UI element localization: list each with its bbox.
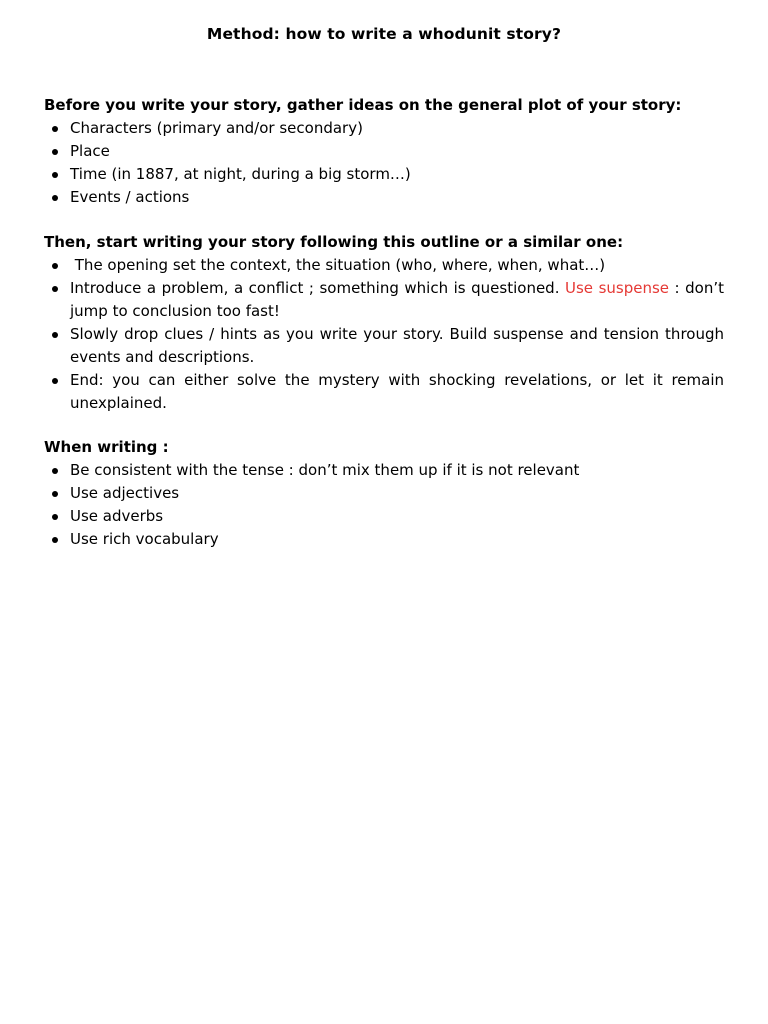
section-gather-ideas (44, 94, 724, 209)
section-when-writing (44, 436, 724, 551)
section-heading: Before you write your story, gather ideas on the general plot of your story: (44, 96, 682, 114)
list-item-text (70, 277, 724, 323)
list-item-text: Use rich vocabulary (70, 530, 219, 548)
list-item-text: Place (70, 142, 110, 160)
list-item (44, 369, 724, 415)
list-item (44, 528, 724, 551)
bullet-icon (52, 286, 58, 292)
highlight-text: Use suspense (565, 279, 670, 297)
page-title: Method: how to write a whodunit story? (206, 25, 562, 43)
bullet-icon (52, 332, 58, 338)
bullet-icon (52, 514, 58, 520)
bullet-icon (52, 491, 58, 497)
list-item (44, 323, 724, 369)
list-item-text: Slowly drop clues / hints as you write your story. Build suspense and tension through events and descriptions. (70, 325, 724, 366)
list-item-text: Be consistent with the tense : don’t mix them up if it is not relevant (70, 461, 580, 479)
bullet-icon (52, 126, 58, 132)
list-item-text: Events / actions (70, 188, 190, 206)
list-item (44, 277, 724, 323)
list-item (44, 186, 724, 209)
list-item-text-before: Introduce a problem, a conflict ; something which is questioned. (70, 279, 566, 297)
list-item (44, 459, 724, 482)
list-item-text: Use adjectives (70, 484, 180, 502)
list-item-text-after: : don’t jump to conclusion too fast! (70, 279, 724, 320)
list-item (44, 482, 724, 505)
bullet-icon (52, 378, 58, 384)
bullet-icon (52, 195, 58, 201)
list-item (44, 254, 724, 277)
list-item-text: End: you can either solve the mystery with shocking revelations, or let it remain unexplained. (70, 371, 724, 412)
list-item-text: The opening set the context, the situation (who, where, when, what…) (70, 256, 606, 274)
list-item (44, 505, 724, 528)
list-item (44, 140, 724, 163)
bullet-list (44, 254, 724, 415)
bullet-icon (52, 537, 58, 543)
bullet-icon (52, 263, 58, 269)
bullet-list (44, 117, 724, 209)
list-item-text: Characters (primary and/or secondary) (70, 119, 363, 137)
list-item (44, 117, 724, 140)
bullet-icon (52, 172, 58, 178)
list-item-text: Use adverbs (70, 507, 164, 525)
bullet-icon (52, 468, 58, 474)
section-heading: Then, start writing your story following this outline or a similar one: (44, 233, 624, 251)
bullet-icon (52, 149, 58, 155)
bullet-list (44, 459, 724, 551)
section-heading: When writing : (44, 438, 169, 456)
list-item-text: Time (in 1887, at night, during a big storm…) (70, 165, 411, 183)
list-item (44, 163, 724, 186)
section-outline (44, 231, 724, 415)
